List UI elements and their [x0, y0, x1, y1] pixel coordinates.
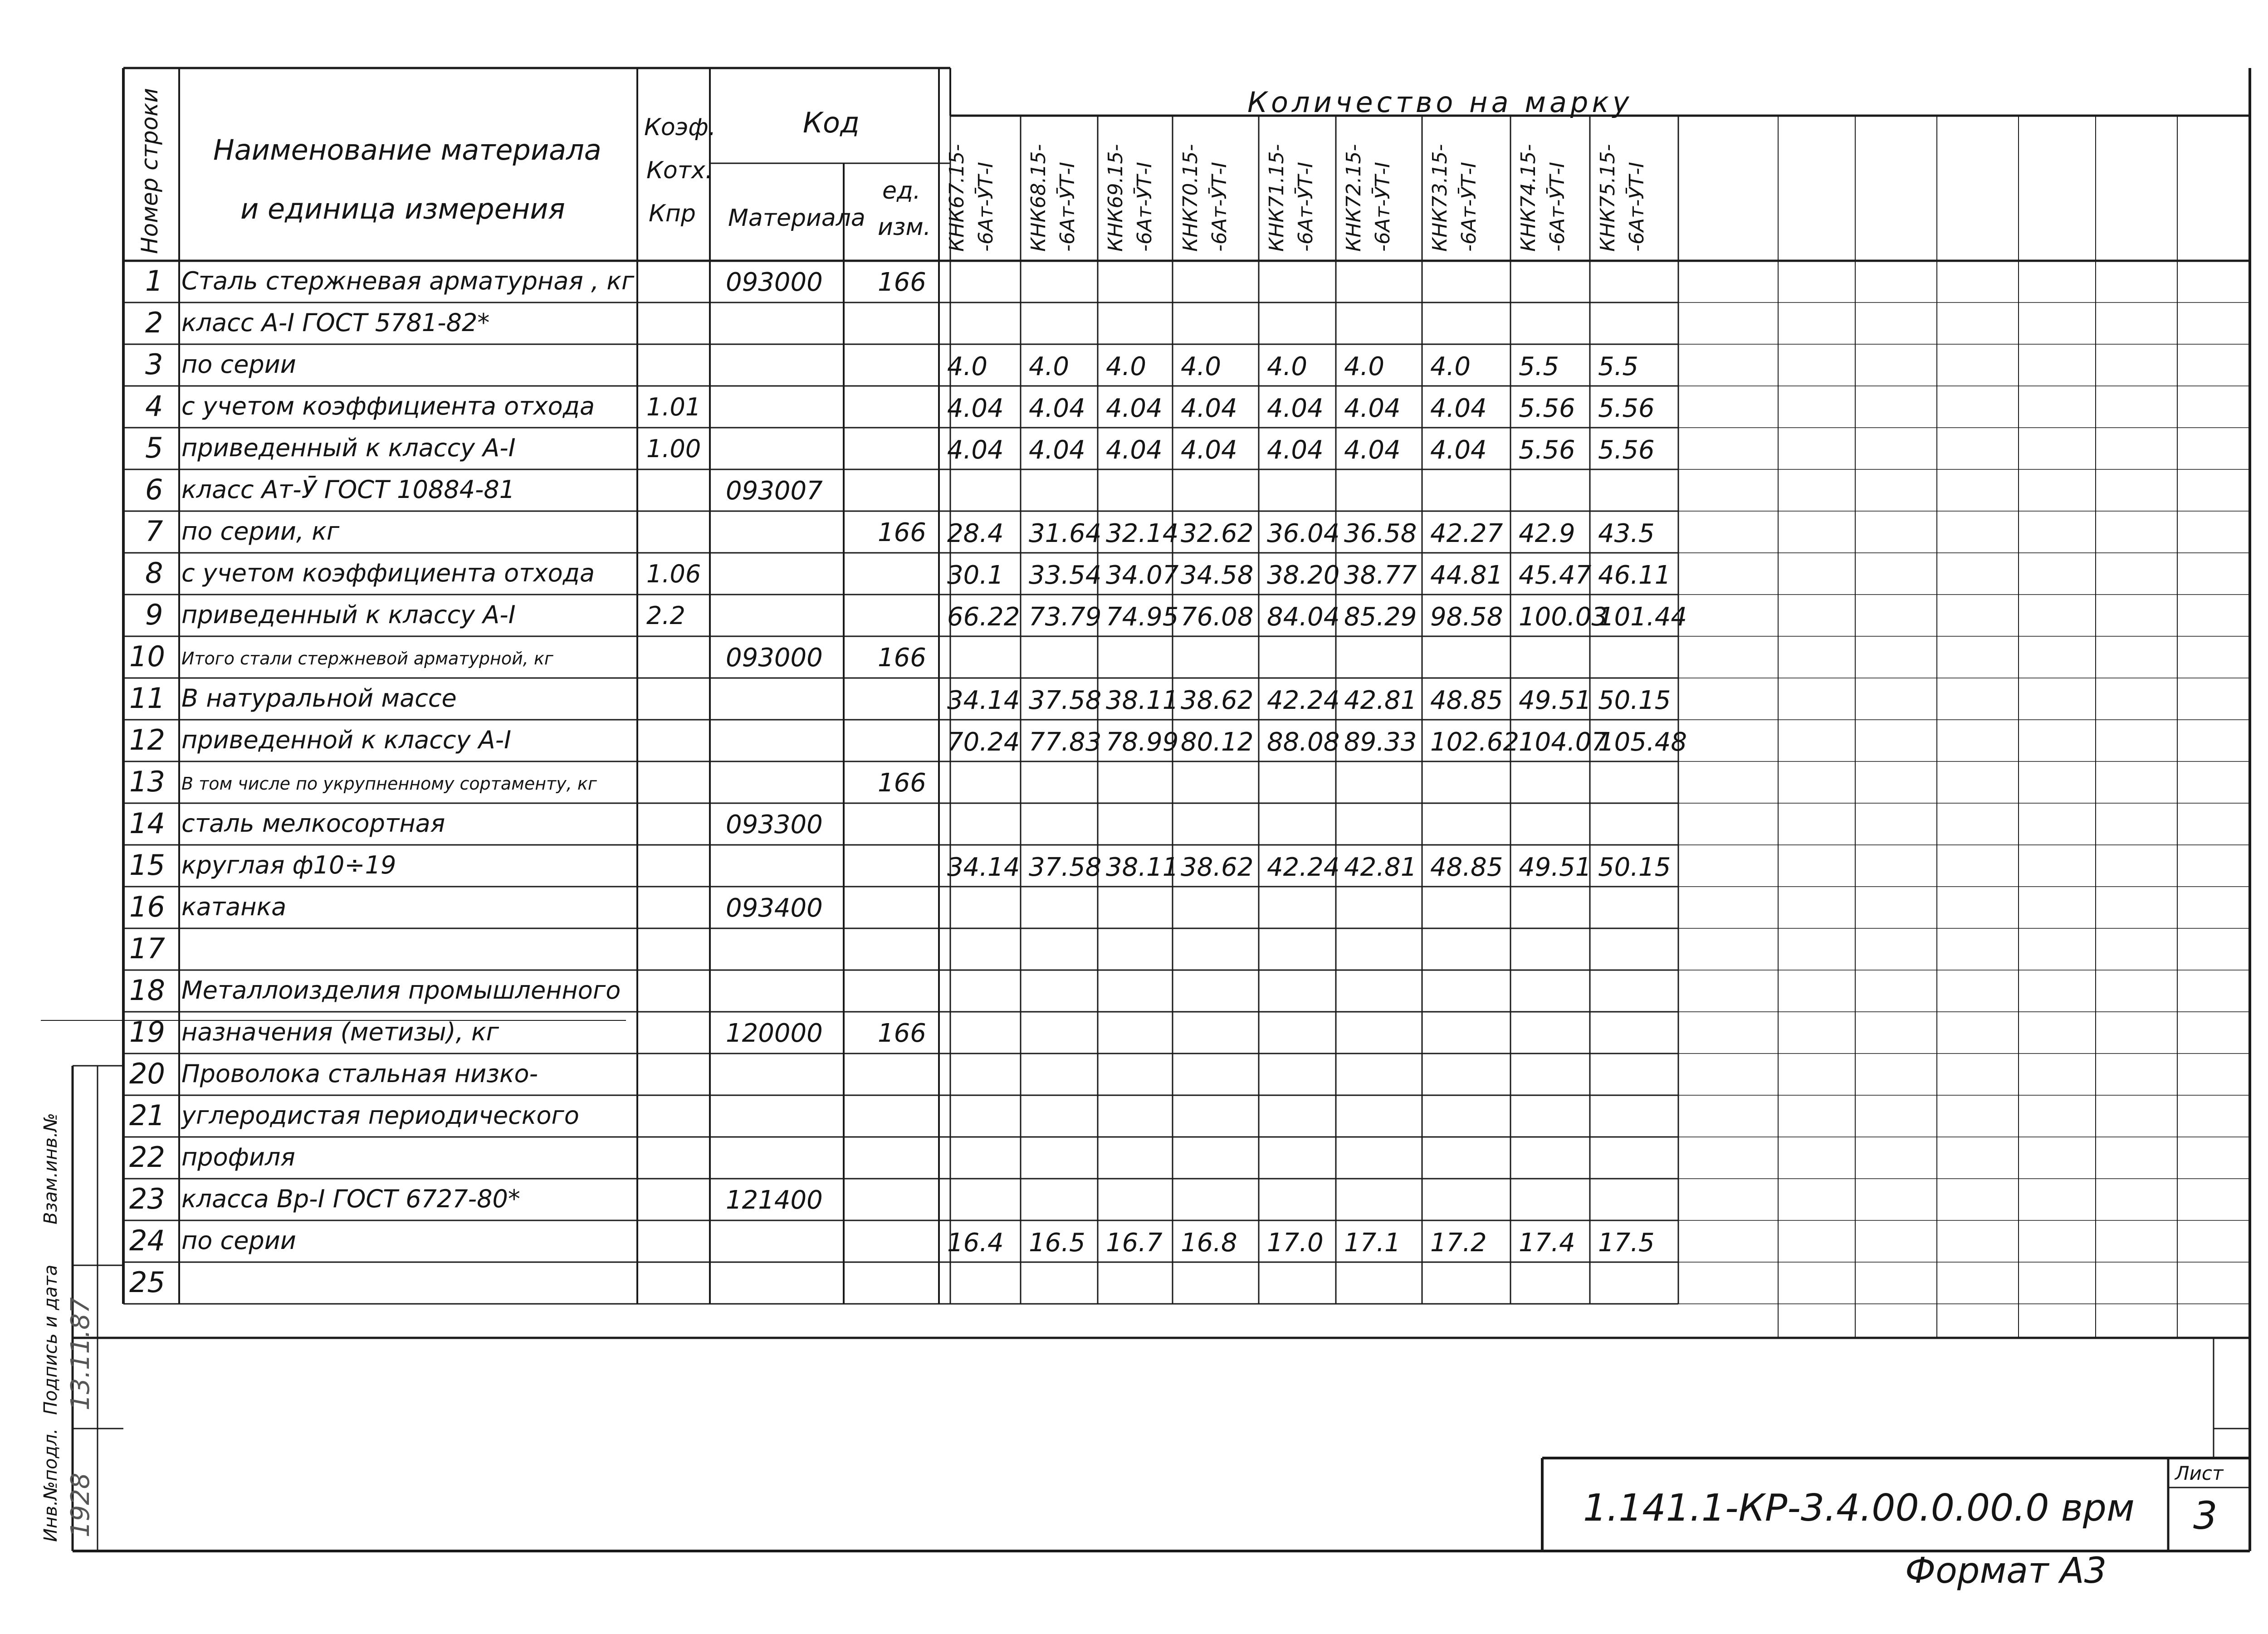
brand-name-line2: -6Ат-ӮТ-I: [1133, 161, 1156, 252]
quantity-cell: 4.04: [1181, 435, 1237, 465]
quantity-cell: 33.54: [1029, 561, 1102, 590]
row-number: 20: [129, 1057, 165, 1090]
quantity-cell: 44.81: [1430, 561, 1503, 590]
quantity-cell: 4.04: [947, 394, 1004, 423]
material-name: назначения (метизы), кг: [181, 1018, 499, 1046]
brand-name-line2: -6Ат-ӮТ-I: [1294, 161, 1317, 252]
row-number: 23: [129, 1182, 165, 1215]
quantity-cell: 30.1: [947, 561, 1004, 590]
material-name: углеродистая периодического: [181, 1101, 579, 1130]
quantity-cell: 100.03: [1519, 602, 1608, 632]
quantity-cell: 48.85: [1430, 686, 1503, 715]
quantity-cell: 4.0: [1106, 352, 1147, 381]
quantity-cell: 4.04: [1430, 435, 1487, 465]
quantity-cell: 78.99: [1106, 727, 1179, 757]
quantity-cell: 66.22: [947, 602, 1020, 632]
quantity-cell: 4.04: [1181, 394, 1237, 423]
quantity-cell: 16.5: [1029, 1228, 1085, 1258]
quantity-cell: 17.5: [1598, 1228, 1655, 1258]
row-number: 17: [129, 932, 165, 965]
brand-name-line1: КНК68.15-: [1027, 144, 1050, 252]
material-name: сталь мелкосортная: [181, 809, 445, 838]
sheet-label: Лист: [2175, 1462, 2224, 1484]
quantity-cell: 38.20: [1267, 561, 1340, 590]
quantity-cell: 4.04: [1267, 435, 1324, 465]
quantity-cell: 34.58: [1181, 561, 1254, 590]
quantity-cell: 73.79: [1029, 602, 1102, 632]
row-number: 10: [129, 640, 165, 673]
quantity-cell: 4.04: [1029, 435, 1085, 465]
material-code-header: Материала: [728, 205, 865, 232]
quantity-cell: 42.27: [1430, 519, 1503, 548]
margin-sign-label: Подпись и дата: [40, 1264, 61, 1415]
quantity-cell: 34.07: [1106, 561, 1179, 590]
brand-name-line1: КНК72.15-: [1342, 144, 1365, 252]
quantity-cell: 50.15: [1598, 686, 1671, 715]
quantity-cell: 4.04: [1344, 435, 1401, 465]
material-name: Проволока стальная низко-: [181, 1059, 538, 1088]
coef-header-line1: Коэф.: [644, 114, 716, 141]
material-code: 093000: [726, 643, 823, 673]
material-code: 093300: [726, 810, 823, 839]
quantity-cell: 48.85: [1430, 853, 1503, 882]
material-code: 093400: [726, 893, 823, 923]
quantity-cell: 101.44: [1598, 602, 1687, 632]
unit-code: 166: [878, 643, 926, 673]
quantity-cell: 5.56: [1598, 394, 1655, 423]
row-number: 1: [145, 264, 163, 298]
row-number: 4: [145, 390, 163, 423]
quantity-cell: 4.0: [1430, 352, 1471, 381]
quantity-cell: 42.24: [1267, 686, 1340, 715]
material-name: профиля: [181, 1143, 295, 1171]
quantity-cell: 49.51: [1519, 853, 1592, 882]
material-name: Итого стали стержневой арматурной, кг: [181, 649, 553, 668]
quantity-cell: 17.2: [1430, 1228, 1487, 1258]
row-number: 11: [129, 682, 165, 715]
quantity-cell: 32.14: [1106, 519, 1179, 548]
quantity-cell: 34.14: [947, 686, 1020, 715]
row-number: 12: [129, 723, 165, 756]
row-number: 21: [129, 1099, 165, 1132]
quantity-cell: 38.62: [1181, 686, 1254, 715]
material-name: класс А-I ГОСТ 5781-82*: [181, 308, 490, 337]
brand-name-line2: -6Ат-ӮТ-I: [1208, 161, 1231, 252]
unit-header-line2: изм.: [878, 214, 931, 241]
coefficient: 2.2: [646, 601, 685, 630]
quantity-cell: 45.47: [1519, 561, 1592, 590]
material-name: круглая ф10÷19: [181, 851, 396, 879]
quantity-cell: 37.58: [1029, 853, 1102, 882]
name-header-line1: Наименование материала: [213, 133, 601, 166]
quantity-cell: 36.04: [1267, 519, 1340, 548]
margin-inv-value: 1928: [66, 1473, 95, 1537]
quantity-cell: 16.7: [1106, 1228, 1163, 1258]
format-label: Формат А3: [1905, 1551, 2107, 1591]
material-name: класс Ат-Ӯ ГОСТ 10884-81: [181, 475, 515, 504]
brand-name-line2: -6Ат-ӮТ-I: [1371, 161, 1394, 252]
quantity-cell: 4.04: [947, 435, 1004, 465]
quantity-cell: 37.58: [1029, 686, 1102, 715]
unit-code: 166: [878, 268, 926, 297]
quantity-cell: 43.5: [1598, 519, 1655, 548]
material-code: 121400: [726, 1185, 823, 1215]
quantity-cell: 28.4: [947, 519, 1004, 548]
quantity-cell: 17.1: [1344, 1228, 1401, 1258]
quantity-cell: 4.04: [1029, 394, 1085, 423]
quantity-cell: 88.08: [1267, 727, 1340, 757]
quantity-cell: 104.07: [1519, 727, 1608, 757]
quantity-cell: 76.08: [1181, 602, 1254, 632]
quantity-cell: 34.14: [947, 853, 1020, 882]
row-number: 8: [145, 556, 163, 590]
quantity-cell: 102.62: [1430, 727, 1519, 757]
material-name: по серии: [181, 350, 296, 379]
brand-name-line2: -6Ат-ӮТ-I: [974, 161, 997, 252]
quantity-cell: 5.5: [1519, 352, 1559, 381]
quantity-cell: 31.64: [1029, 519, 1102, 548]
document-designation: 1.141.1-КР-3.4.00.0.00.0 врм: [1583, 1487, 2135, 1530]
row-number: 18: [129, 974, 165, 1007]
brand-name-line2: -6Ат-ӮТ-I: [1546, 161, 1569, 252]
quantity-cell: 42.81: [1344, 853, 1417, 882]
quantity-cell: 70.24: [947, 727, 1020, 757]
quantity-cell: 36.58: [1344, 519, 1417, 548]
material-name: приведенный к классу А-I: [181, 600, 516, 629]
quantity-cell: 4.04: [1344, 394, 1401, 423]
quantity-cell: 5.56: [1519, 394, 1575, 423]
row-number: 2: [145, 306, 163, 339]
material-name: В том числе по укрупненному сортаменту, кг: [181, 774, 597, 794]
row-number: 15: [129, 849, 165, 882]
brand-name-line2: -6Ат-ӮТ-I: [1625, 161, 1648, 252]
quantity-cell: 38.62: [1181, 853, 1254, 882]
row-number: 5: [145, 431, 163, 464]
code-header: Код: [803, 106, 860, 139]
coef-header-line3: Кпр: [649, 200, 696, 227]
brand-name-line2: -6Ат-ӮТ-I: [1056, 161, 1079, 252]
material-name: приведенный к классу А-I: [181, 434, 516, 462]
row-number: 25: [129, 1266, 165, 1299]
brand-name-line1: КНК73.15-: [1428, 144, 1452, 252]
quantity-cell: 38.77: [1344, 561, 1417, 590]
quantity-cell: 49.51: [1519, 686, 1592, 715]
brand-name-line1: КНК71.15-: [1265, 144, 1288, 252]
row-number: 24: [129, 1224, 165, 1257]
quantity-cell: 5.56: [1519, 435, 1575, 465]
quantity-cell: 38.11: [1106, 686, 1179, 715]
brand-name-line2: -6Ат-ӮТ-I: [1457, 161, 1481, 252]
material-code: 120000: [726, 1019, 823, 1048]
coefficient: 1.06: [646, 560, 701, 588]
row-number: 3: [145, 348, 163, 381]
row-number-header: Номер строки: [137, 88, 163, 254]
sheet-number: 3: [2193, 1493, 2218, 1538]
material-name: катанка: [181, 893, 287, 921]
brand-name-line1: КНК70.15-: [1179, 144, 1202, 252]
quantity-cell: 42.9: [1519, 519, 1575, 548]
material-name: В натуральной массе: [181, 684, 457, 712]
quantity-cell: 74.95: [1106, 602, 1179, 632]
row-number: 6: [145, 473, 163, 506]
quantity-cell: 17.4: [1519, 1228, 1575, 1258]
brand-name-line1: КНК74.15-: [1517, 144, 1540, 252]
row-number: 16: [129, 890, 165, 923]
quantity-cell: 4.04: [1267, 394, 1324, 423]
brand-name-line1: КНК67.15-: [945, 144, 968, 252]
material-name: по серии, кг: [181, 517, 340, 546]
brand-name-line1: КНК69.15-: [1104, 144, 1127, 252]
quantity-cell: 46.11: [1598, 561, 1671, 590]
quantity-cell: 4.04: [1106, 394, 1163, 423]
unit-code: 166: [878, 518, 926, 547]
name-header-line2: и единица измерения: [240, 192, 565, 225]
quantity-cell: 105.48: [1598, 727, 1687, 757]
coefficient: 1.00: [646, 434, 701, 463]
material-name: по серии: [181, 1226, 296, 1255]
row-number: 9: [145, 598, 163, 631]
quantity-cell: 17.0: [1267, 1228, 1324, 1258]
quantity-cell: 84.04: [1267, 602, 1340, 632]
material-code: 093000: [726, 268, 823, 297]
margin-date-value: 13.11.87: [66, 1297, 95, 1410]
material-name: класса Вр-I ГОСТ 6727-80*: [181, 1185, 520, 1213]
quantity-cell: 4.04: [1106, 435, 1163, 465]
row-number: 19: [129, 1015, 165, 1049]
quantity-cell: 4.0: [1267, 352, 1308, 381]
material-name: Сталь стержневая арматурная , кг: [181, 267, 635, 295]
quantity-cell: 42.81: [1344, 686, 1417, 715]
quantity-cell: 16.8: [1181, 1228, 1237, 1258]
quantity-cell: 77.83: [1029, 727, 1102, 757]
coef-header-line2: Котх.: [646, 157, 713, 184]
quantity-cell: 42.24: [1267, 853, 1340, 882]
quantity-cell: 4.04: [1430, 394, 1487, 423]
quantity-cell: 32.62: [1181, 519, 1254, 548]
material-name: с учетом коэффициента отхода: [181, 559, 595, 587]
unit-header-line1: ед.: [882, 177, 921, 205]
quantity-cell: 4.0: [1344, 352, 1385, 381]
quantity-cell: 4.0: [1181, 352, 1222, 381]
quantity-cell: 4.0: [947, 352, 988, 381]
unit-code: 166: [878, 768, 926, 798]
material-name: с учетом коэффициента отхода: [181, 392, 595, 420]
row-number: 13: [129, 765, 165, 798]
material-code: 093007: [726, 476, 823, 506]
quantity-cell: 16.4: [947, 1228, 1004, 1258]
margin-vzam-label: Взам.инв.№: [40, 1112, 61, 1224]
row-number: 7: [145, 515, 163, 548]
row-number: 22: [129, 1141, 165, 1174]
quantity-cell: 4.0: [1029, 352, 1070, 381]
unit-code: 166: [878, 1019, 926, 1048]
row-number: 14: [129, 807, 165, 840]
quantity-cell: 5.5: [1598, 352, 1639, 381]
quantity-cell: 50.15: [1598, 853, 1671, 882]
quantity-cell: 98.58: [1430, 602, 1503, 632]
coefficient: 1.01: [646, 393, 701, 421]
margin-inv-label: Инв.№подл.: [40, 1428, 61, 1542]
material-name: Металлоизделия промышленного: [181, 976, 621, 1005]
quantity-cell: 38.11: [1106, 853, 1179, 882]
quantity-cell: 80.12: [1181, 727, 1254, 757]
quantity-cell: 5.56: [1598, 435, 1655, 465]
brand-name-line1: КНК75.15-: [1596, 144, 1619, 252]
quantity-cell: 85.29: [1344, 602, 1417, 632]
quantity-cell: 89.33: [1344, 727, 1417, 757]
material-name: приведенной к классу А-I: [181, 726, 512, 754]
quantity-header: Количество на марку: [1247, 86, 1633, 119]
